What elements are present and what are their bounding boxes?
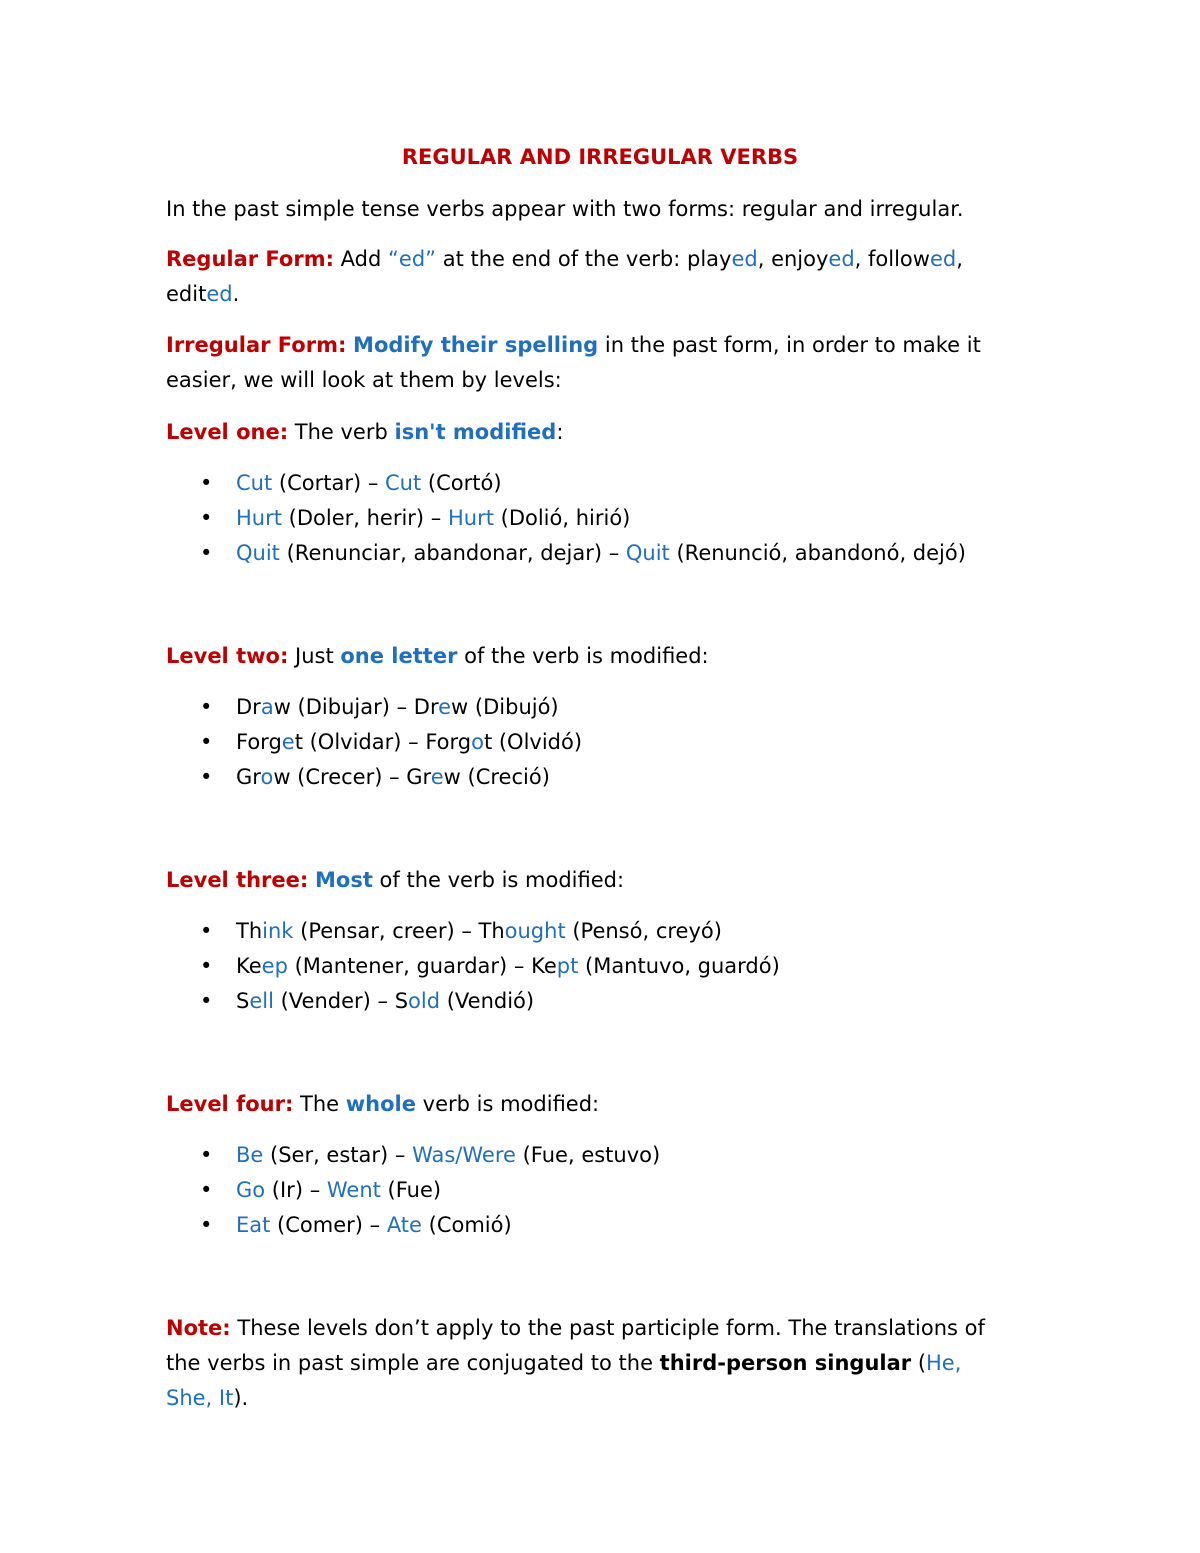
list-item: • Think (Pensar, creer) – Thought (Pensó, creyó)	[200, 914, 780, 949]
list-item: • Hurt (Doler, herir) – Hurt (Dolió, hirió)	[200, 501, 966, 536]
list-item: • Draw (Dibujar) – Drew (Dibujó)	[200, 690, 582, 725]
intro-paragraph: In the past simple tense verbs appear with two forms: regular and irregular.	[166, 197, 964, 221]
regular-example: played,	[686, 247, 772, 271]
level-four-heading: Level four: The whole verb is modified:	[166, 1092, 600, 1116]
list-item: • Be (Ser, estar) – Was/Were (Fue, estuvo)	[200, 1138, 660, 1173]
note-paragraph: Note: These levels don’t apply to the past participle form. The translations of the verbs in past simple are conjugated to the third-person singular (He, She, It).	[166, 1316, 985, 1410]
regular-form-label: Regular Form:	[166, 247, 334, 271]
level-three-heading: Level three: Most of the verb is modified:	[166, 868, 625, 892]
list-item: • Forget (Olvidar) – Forgot (Olvidó)	[200, 725, 582, 760]
list-item: • Keep (Mantener, guardar) – Kept (Mantuvo, guardó)	[200, 949, 780, 984]
list-item: • Sell (Vender) – Sold (Vendió)	[200, 984, 780, 1019]
irregular-form-label: Irregular Form:	[166, 333, 347, 357]
list-item: • Quit (Renunciar, abandonar, dejar) – Quit (Renunció, abandonó, dejó)	[200, 536, 966, 571]
level-four-list	[200, 1138, 660, 1243]
level-two-label: Level two:	[166, 644, 289, 668]
note-label: Note:	[166, 1316, 231, 1340]
list-item: • Cut (Cortar) – Cut (Cortó)	[200, 466, 966, 501]
level-one-heading: Level one: The verb isn't modified:	[166, 420, 564, 444]
third-person-singular: third-person singular	[659, 1351, 912, 1375]
regular-example: followed,	[868, 247, 963, 271]
level-one-list	[200, 466, 966, 571]
regular-form-paragraph: Regular Form: Add “ed” at the end of the verb: played, enjoyed, followed, edited.	[166, 247, 963, 306]
list-item: • Go (Ir) – Went (Fue)	[200, 1173, 660, 1208]
level-three-list	[200, 914, 780, 1019]
level-four-label: Level four:	[166, 1092, 294, 1116]
ed-suffix-quoted: “ed”	[388, 247, 437, 271]
level-three-label: Level three:	[166, 868, 309, 892]
regular-example: edited.	[166, 282, 240, 306]
level-one-label: Level one:	[166, 420, 289, 444]
irregular-emphasis: Modify their spelling	[353, 333, 599, 357]
list-item: • Grow (Crecer) – Grew (Creció)	[200, 760, 582, 795]
regular-example: enjoyed,	[771, 247, 869, 271]
level-two-heading: Level two: Just one letter of the verb is modified:	[166, 644, 709, 668]
level-two-list	[200, 690, 582, 795]
irregular-form-paragraph: Irregular Form: Modify their spelling in the past form, in order to make it easier, we will look at them by levels:	[166, 333, 981, 392]
page-title: REGULAR AND IRREGULAR VERBS	[401, 145, 799, 169]
list-item: • Eat (Comer) – Ate (Comió)	[200, 1208, 660, 1243]
